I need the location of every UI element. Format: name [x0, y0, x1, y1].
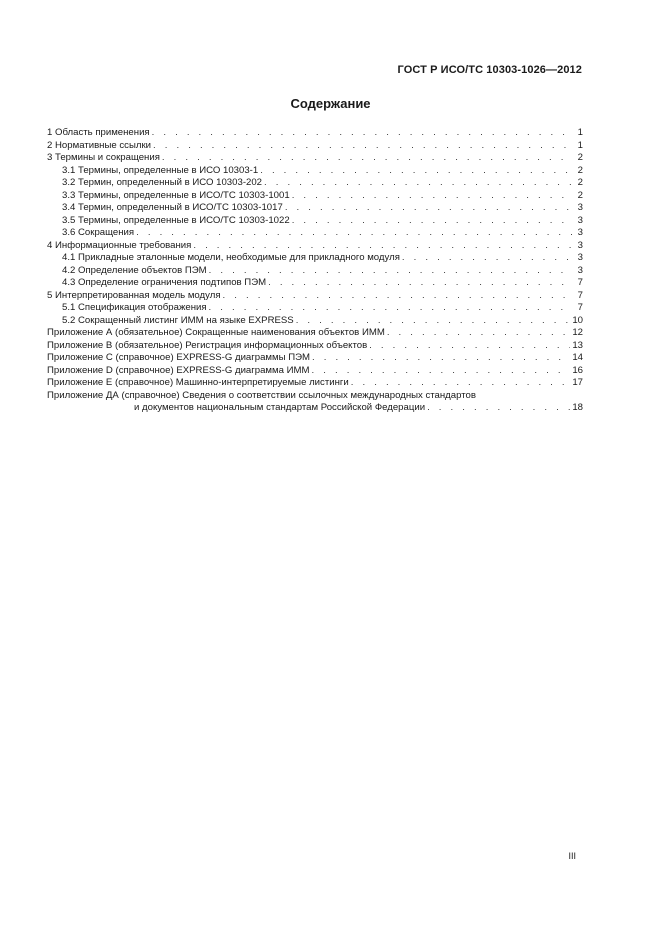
toc-leader-dots [153, 140, 573, 153]
toc-leader-dots [312, 365, 571, 378]
toc-entry-text: 5 Интерпретированная модель модуля [47, 289, 221, 301]
toc-entry[interactable] [47, 327, 583, 340]
toc-leader-dots [292, 215, 573, 228]
toc-entry-text: 3.5 Термины, определенные в ИСО/ТС 10303-1022 [62, 214, 290, 226]
toc-entry-text: Приложение ДА (справочное) Сведения о соответствии ссылочных международных стандартов [47, 389, 476, 401]
toc-leader-dots [268, 277, 573, 290]
toc-entry[interactable] [47, 290, 583, 303]
toc-entry-text: 3.2 Термин, определенный в ИСО 10303-202 [62, 177, 263, 188]
toc-entry[interactable] [47, 377, 583, 390]
toc-entry[interactable] [47, 240, 583, 253]
toc-entry-text: Приложение Е (справочное) Машинно-интерпретируемые листинги [47, 377, 349, 388]
toc-entry-text: 3.3 Термины, определенные в ИСО/ТС 10303-1001 [62, 189, 290, 201]
table-of-contents [47, 127, 583, 415]
toc-entry-text: и документов национальным стандартам Российской Федерации [134, 402, 426, 413]
toc-leader-dots [351, 377, 571, 390]
toc-entry-text: 4.1 Прикладные эталонные модели, необходимые для прикладного модуля [62, 252, 400, 263]
toc-entry-page: 17 [572, 377, 583, 388]
toc-entry[interactable] [47, 352, 583, 365]
toc-entry-page: 7 [577, 277, 583, 288]
toc-entry-text: Приложение В (обязательное) Регистрация информационных объектов [47, 339, 368, 351]
toc-entry-page: 7 [577, 289, 583, 301]
toc-entry[interactable] [47, 340, 583, 353]
toc-title: Содержание [290, 96, 371, 111]
toc-entry-page: 16 [572, 364, 583, 376]
toc-entry-page: 3 [577, 227, 583, 238]
toc-entry[interactable] [47, 365, 583, 378]
toc-entry-text: 3 Термины и сокращения [47, 152, 160, 163]
toc-entry-text: Приложение А (обязательное) Сокращенные наименования объектов ИММ [47, 327, 385, 338]
document-code: ГОСТ Р ИСО/ТС 10303-1026—2012 [397, 64, 582, 76]
toc-entry[interactable] [47, 177, 583, 190]
toc-entry-page: 7 [577, 302, 583, 313]
toc-entry-page: 1 [577, 127, 583, 138]
toc-entry[interactable] [47, 227, 583, 240]
toc-entry[interactable] [47, 402, 583, 415]
toc-entry-text: 4.2 Определение объектов ПЭМ [62, 264, 207, 276]
toc-entry[interactable] [47, 202, 583, 215]
toc-entry-text: 3.6 Сокращения [62, 227, 135, 238]
toc-leader-dots [427, 402, 570, 415]
toc-entry-page: 3 [577, 239, 583, 251]
page-number: III [568, 851, 576, 861]
toc-entry[interactable] [47, 127, 583, 140]
toc-entry-page: 2 [577, 152, 583, 163]
toc-entry[interactable] [47, 190, 583, 203]
toc-entry-page: 3 [577, 264, 583, 276]
toc-leader-dots [193, 240, 573, 253]
toc-entry[interactable] [47, 165, 583, 178]
toc-entry-page: 18 [572, 402, 583, 413]
toc-leader-dots [285, 202, 573, 215]
toc-leader-dots [402, 252, 573, 265]
toc-leader-dots [223, 290, 573, 303]
toc-entry-page: 3 [577, 214, 583, 226]
toc-leader-dots [152, 127, 573, 140]
toc-leader-dots [369, 340, 570, 353]
toc-entry-page: 12 [572, 327, 583, 338]
toc-leader-dots [260, 165, 573, 178]
toc-entry-text: 2 Нормативные ссылки [47, 139, 152, 151]
toc-leader-dots [312, 352, 570, 365]
toc-entry[interactable] [47, 315, 583, 328]
toc-entry-text: 5.1 Спецификация отображения [62, 302, 207, 313]
toc-entry[interactable] [47, 302, 583, 315]
toc-leader-dots [264, 177, 573, 190]
toc-entry-text: 4.3 Определение ограничения подтипов ПЭМ [62, 277, 267, 288]
toc-entry-text: 5.2 Сокращенный листинг ИММ на языке EXPRESS [62, 314, 294, 326]
toc-entry[interactable] [47, 277, 583, 290]
toc-leader-dots [136, 227, 573, 240]
toc-leader-dots [387, 327, 571, 340]
toc-entry-page: 14 [572, 352, 583, 363]
toc-entry[interactable] [47, 215, 583, 228]
toc-entry-page: 2 [577, 177, 583, 188]
toc-entry-text: 4 Информационные требования [47, 239, 192, 251]
toc-entry[interactable] [47, 252, 583, 265]
toc-leader-dots [162, 152, 573, 165]
toc-entry-page: 13 [572, 339, 583, 351]
toc-entry-page: 2 [577, 164, 583, 176]
toc-entry-text: 3.4 Термин, определенный в ИСО/ТС 10303-1017 [62, 202, 283, 213]
toc-entry[interactable] [47, 152, 583, 165]
toc-entry-page: 3 [577, 252, 583, 263]
toc-entry-page: 10 [572, 314, 583, 326]
toc-entry-page: 3 [577, 202, 583, 213]
toc-entry[interactable] [47, 140, 583, 153]
toc-leader-dots [209, 265, 573, 278]
toc-leader-dots [209, 302, 573, 315]
toc-entry[interactable] [47, 265, 583, 278]
toc-leader-dots [296, 315, 571, 328]
toc-entry-text: 3.1 Термины, определенные в ИСО 10303-1 [62, 164, 259, 176]
toc-entry[interactable] [47, 390, 583, 403]
toc-entry-page: 2 [577, 189, 583, 201]
toc-leader-dots [292, 190, 573, 203]
toc-entry-text: Приложение С (справочное) EXPRESS-G диаграммы ПЭМ [47, 352, 310, 363]
toc-entry-text: 1 Область применения [47, 127, 150, 138]
toc-entry-text: Приложение D (справочное) EXPRESS-G диаграмма ИММ [47, 364, 310, 376]
toc-entry-page: 1 [577, 139, 583, 151]
